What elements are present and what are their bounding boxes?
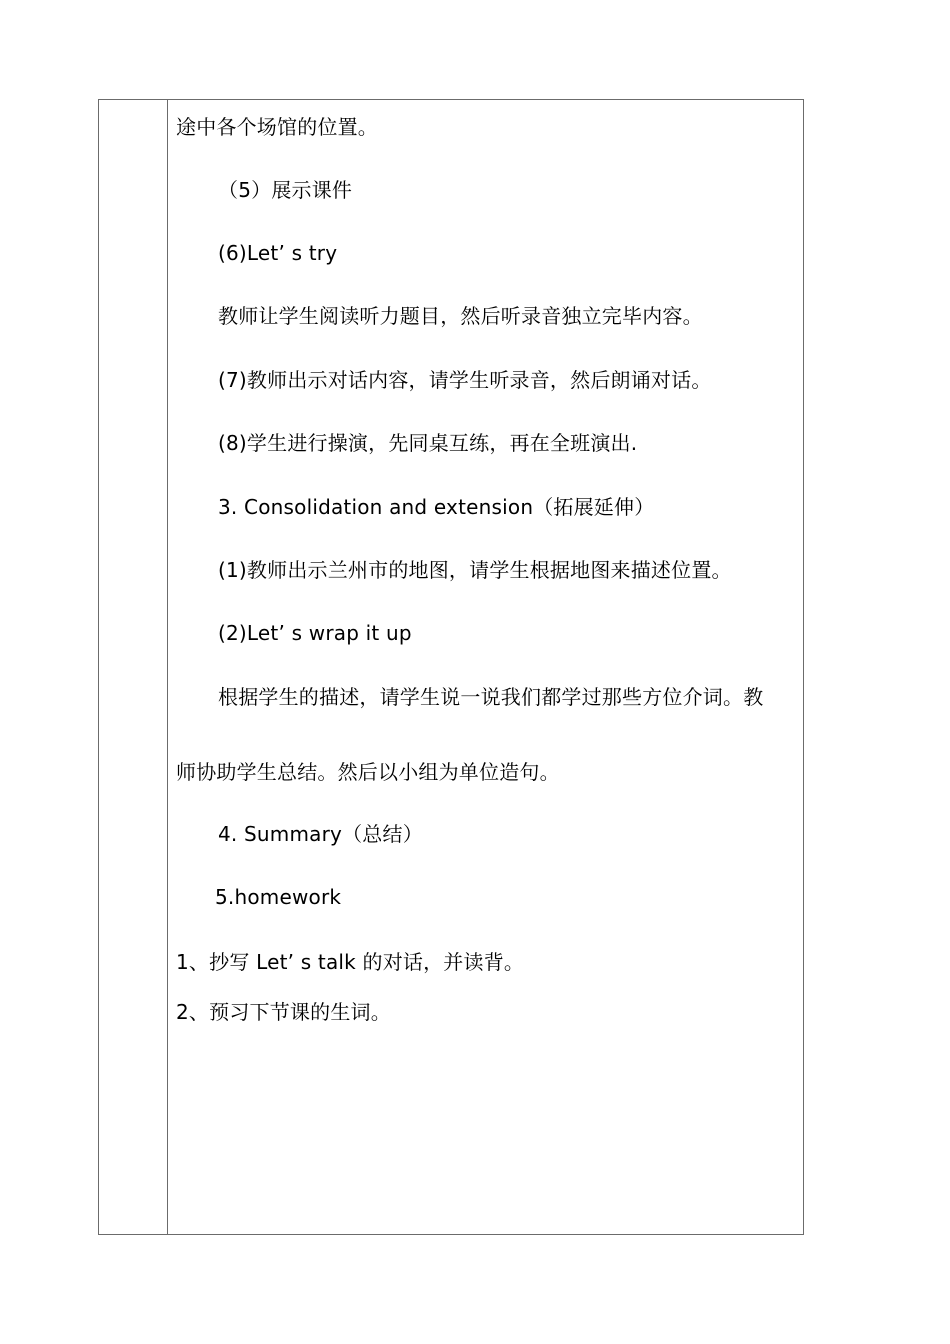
text-line-listening-task: 教师让学生阅读听力题目，然后听录音独立完毕内容。 bbox=[218, 304, 703, 328]
text-line-consolidation-heading: 3. Consolidation and extension（拓展延伸） bbox=[218, 495, 655, 519]
text-line-prepositions: 根据学生的描述，请学生说一说我们都学过那些方位介词。教 bbox=[218, 685, 764, 709]
lesson-table bbox=[98, 99, 804, 1235]
text-line-lets-try: (6)Let’ s try bbox=[218, 241, 338, 265]
text-line-lanzhou-map: (1)教师出示兰州市的地图，请学生根据地图来描述位置。 bbox=[218, 558, 732, 582]
text-line-show-dialogue: (7)教师出示对话内容，请学生听录音，然后朗诵对话。 bbox=[218, 368, 712, 392]
text-line-group-sentences: 师协助学生总结。然后以小组为单位造句。 bbox=[176, 760, 560, 784]
column-divider bbox=[167, 100, 168, 1234]
text-line-wrap-it-up: (2)Let’ s wrap it up bbox=[218, 621, 412, 645]
text-line-homework-heading: 5.homework bbox=[215, 885, 342, 909]
text-line-venue-positions: 途中各个场馆的位置。 bbox=[176, 115, 378, 139]
text-line-practice: (8)学生进行操演，先同桌互练，再在全班演出. bbox=[218, 431, 638, 455]
text-line-homework-1: 1、抄写 Let’ s talk 的对话，并读背。 bbox=[176, 950, 525, 974]
text-line-summary-heading: 4. Summary（总结） bbox=[218, 822, 423, 846]
text-line-homework-2: 2、预习下节课的生词。 bbox=[176, 1000, 391, 1024]
text-line-show-courseware: （5）展示课件 bbox=[218, 178, 353, 202]
